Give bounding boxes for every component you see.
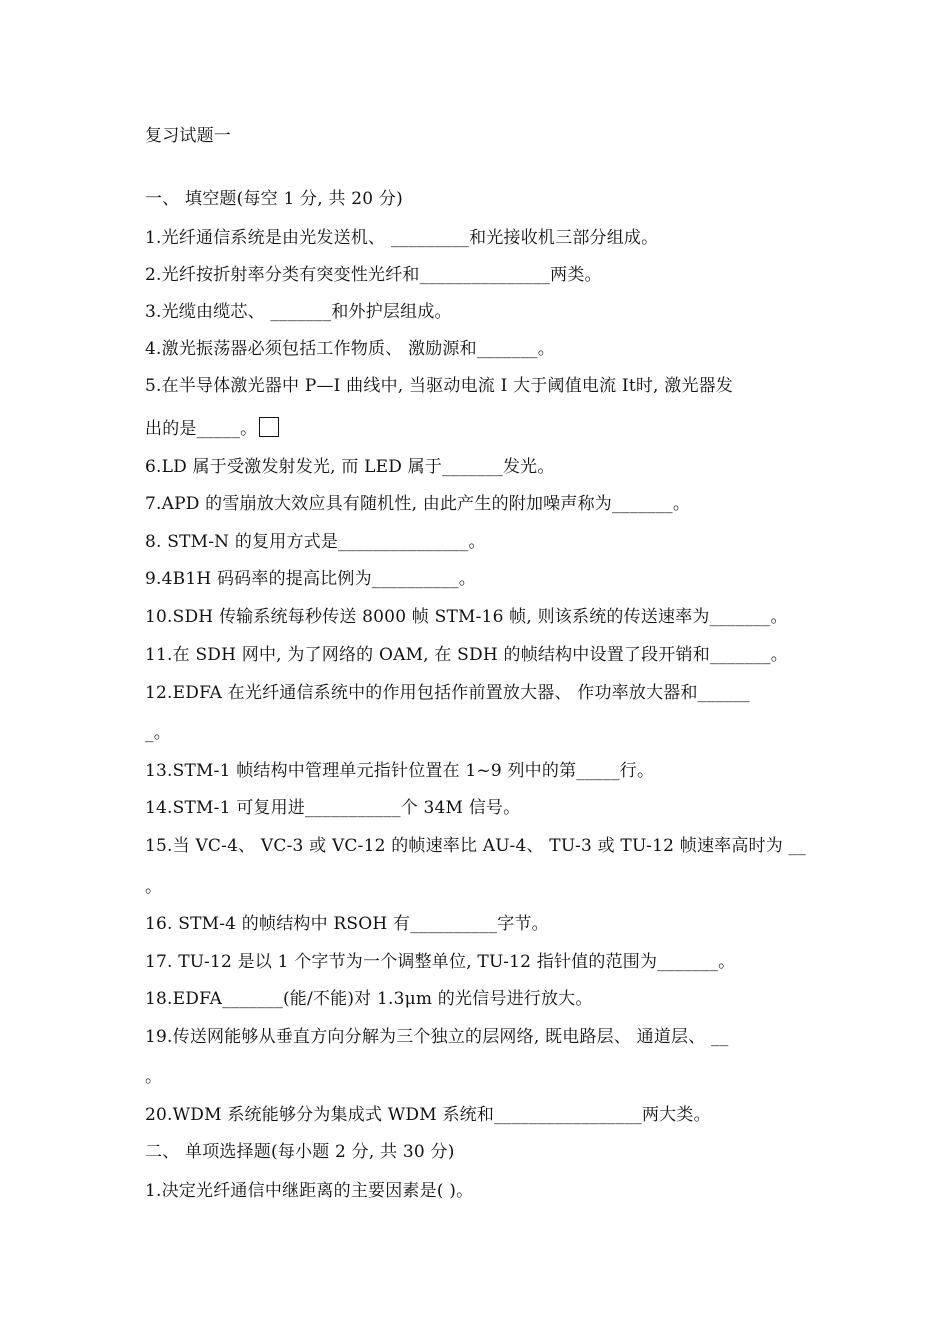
document-title: 复习试题一	[145, 126, 231, 146]
question-5-line-2	[145, 417, 279, 440]
question-7: 7.APD 的雪崩放大效应具有随机性, 由此产生的附加噪声称为_______。	[145, 494, 691, 514]
question-3: 3.光缆由缆芯、 _______和外护层组成。	[145, 302, 452, 322]
question-19-line-1: 19.传送网能够从垂直方向分解为三个独立的层网络, 既电路层、 通道层、 __	[145, 1027, 729, 1047]
question-13: 13.STM-1 帧结构中管理单元指针位置在 1~9 列中的第_____行。	[145, 761, 655, 781]
question-16: 16. STM-4 的帧结构中 RSOH 有__________字节。	[145, 914, 549, 934]
choice-question-1: 1.决定光纤通信中继距离的主要因素是( )。	[145, 1181, 474, 1201]
question-11: 11.在 SDH 网中, 为了网络的 OAM, 在 SDH 的帧结构中设置了段开销和_______。	[145, 645, 788, 665]
question-18: 18.EDFA_______(能/不能)对 1.3μm 的光信号进行放大。	[145, 989, 593, 1009]
question-12-line-1: 12.EDFA 在光纤通信系统中的作用包括作前置放大器、 作功率放大器和______	[145, 683, 750, 703]
question-8: 8. STM-N 的复用方式是_______________。	[145, 532, 486, 552]
question-10: 10.SDH 传输系统每秒传送 8000 帧 STM-16 帧, 则该系统的传送速率为_______。	[145, 607, 788, 627]
checkbox-icon	[259, 417, 279, 437]
question-4: 4.激光振荡器必须包括工作物质、 激励源和_______。	[145, 339, 555, 359]
question-5-line-1: 5.在半导体激光器中 P—I 曲线中, 当驱动电流 I 大于阈值电流 It时, 激光器发	[145, 376, 734, 396]
question-6: 6.LD 属于受激发射发光, 而 LED 属于_______发光。	[145, 457, 555, 477]
question-2: 2.光纤按折射率分类有突变性光纤和_______________两类。	[145, 265, 602, 285]
question-15-line-1: 15.当 VC-4、 VC-3 或 VC-12 的帧速率比 AU-4、 TU-3 或 TU-12 帧速率高时为 __	[145, 836, 806, 856]
question-12-line-2: _。	[145, 723, 171, 743]
question-5-text: 出的是_____。	[145, 419, 258, 439]
question-17: 17. TU-12 是以 1 个字节为一个调整单位, TU-12 指针值的范围为_______。	[145, 952, 736, 972]
section-header-fill-blank: 一、 填空题(每空 1 分, 共 20 分)	[145, 189, 403, 209]
question-20: 20.WDM 系统能够分为集成式 WDM 系统和_________________两大类。	[145, 1105, 711, 1125]
question-15-line-2: 。	[145, 877, 163, 897]
question-9: 9.4B1H 码码率的提高比例为__________。	[145, 569, 476, 589]
question-19-line-2: 。	[145, 1067, 163, 1087]
question-1: 1.光纤通信系统是由光发送机、 _________和光接收机三部分组成。	[145, 228, 659, 248]
section-header-single-choice: 二、 单项选择题(每小题 2 分, 共 30 分)	[145, 1142, 455, 1162]
question-14: 14.STM-1 可复用进___________个 34M 信号。	[145, 798, 521, 818]
